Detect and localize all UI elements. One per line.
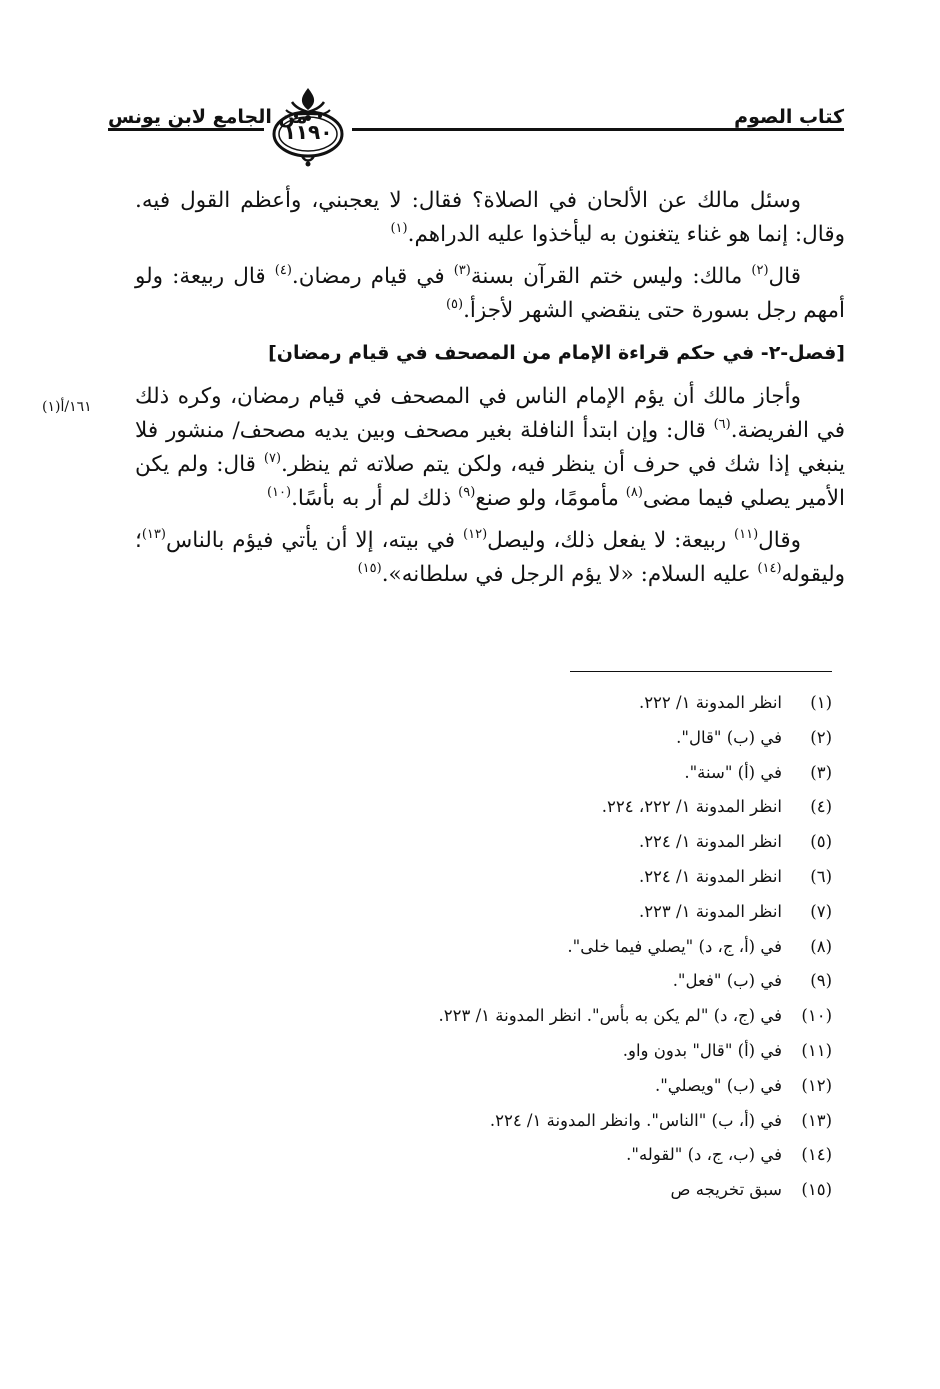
footnote-separator [570,671,832,672]
footnote-text: في (ب) "قال". [676,727,782,747]
running-header [0,80,940,170]
footnote-ref: (٧) [263,450,282,466]
footnotes-list [72,686,832,1208]
footnote-number: (١٢) [801,1075,832,1095]
footnote-ref: (١١) [734,526,759,542]
footnote [72,721,832,756]
text-run: قال: وإن ابتدأ النافلة بغير مصحف وبين يديه مصحف/ منشور فلا ينبغي إذا شك في حرف أن ينظر فيه، ولكن يتم صلاته ثم ينظر. [135,418,845,477]
source-title: من الجامع لابن يونس [108,106,308,128]
text-run: عليه السلام: «لا يؤم الرجل في سلطانه». [381,562,758,587]
footnote-number: (٢) [810,727,832,747]
paragraph-3 [135,380,845,516]
footnote-text: انظر المدونة ١/ ٢٢٢، ٢٢٤. [601,797,782,817]
footnote-ref: (١) [390,220,408,236]
text-run: مأمومًا، ولو صنع [475,486,626,511]
footnote [72,895,832,930]
main-text [135,184,845,600]
footnote-number: (٥) [810,832,832,852]
footnote [72,999,832,1034]
text-run: وقال [758,528,802,553]
margin-note: ١٦١/أ(١) [42,399,92,415]
footnote-ref: (٤) [274,262,292,278]
footnote [72,686,832,721]
footnote-ref: (١٤) [757,560,782,576]
footnote-number: (٣) [810,762,832,782]
footnote-number: (٦) [810,866,832,886]
footnote-number: (١) [810,693,832,712]
text-run: في بيته، إلا أن يأتي فيؤم بالناس [165,528,464,553]
text-run: في قيام رمضان. [291,264,454,289]
section-heading: [فصل-٢- في حكم قراءة الإمام من المصحف في قيام رمضان] [268,342,845,364]
footnote [72,825,832,860]
footnote-text: في (ب) "فعل". [672,971,782,991]
footnote-ref: (١٥) [357,560,382,576]
footnote-text: في (ب) "ويصلي". [654,1075,782,1095]
footnote-text: انظر المدونة ١/ ٢٢٣. [638,901,782,921]
footnote-number: (٧) [810,901,832,921]
footnote-number: (١١) [801,1040,832,1060]
footnote-text: انظر المدونة ١/ ٢٢٤. [638,832,782,852]
footnote [72,1138,832,1173]
footnote-ref: (١٠) [266,484,292,500]
header-rule-right [352,128,844,131]
text-run: مالك: وليس ختم القرآن بسنة [470,264,752,289]
footnote-number: (٤) [810,797,832,817]
text-run: وأجاز مالك أن يؤم الإمام الناس في المصحف في قيام رمضان، وكره ذلك في الفريضة. [135,384,845,443]
text-run: ربيعة: لا يفعل ذلك، وليصل [487,528,735,553]
footnote [72,790,832,825]
text-run: ؛ وليقوله [135,528,845,587]
footnote-ref: (١٣) [141,526,166,542]
footnote-text: انظر المدونة ١/ ٢٢٢. [638,693,782,712]
footnote [72,1104,832,1139]
footnote-ref: (١٢) [463,526,488,542]
footnote-ref: (٣) [453,262,471,278]
footnote-number: (١٤) [801,1145,832,1165]
header-rule-left [108,128,264,131]
footnote-text: سبق تخريجه ص [670,1180,782,1200]
paragraph-2 [135,260,845,328]
text-run: قال ربيعة: ولو أمهم رجل بسورة حتى ينقضي الشهر لأجزأ. [135,264,845,323]
footnote [72,1034,832,1069]
footnote [72,860,832,895]
footnote-text: في (أ، ب) "الناس". وانظر المدونة ١/ ٢٢٤. [489,1110,782,1130]
book-title: كتاب الصوم [734,106,844,128]
footnote-ref: (٦) [713,416,731,432]
footnote-number: (٩) [810,971,832,991]
footnote-number: (١٠) [801,1006,832,1026]
footnote-number: (١٥) [801,1180,832,1200]
footnote-number: (١٣) [801,1110,832,1130]
footnote-text: في (أ) "سنة". [684,762,782,782]
footnote-ref: (٨) [625,484,643,500]
text-run: ذلك لم أر به بأسًا. [291,486,459,511]
footnote-text: انظر المدونة ١/ ٢٢٤. [638,866,782,886]
footnote-text: في (أ، ج، د) "يصلي فيما خلى". [567,936,782,956]
footnote [72,964,832,999]
text-run: قال: ولم يكن الأمير يصلي فيما مضى [135,452,845,511]
footnote-ref: (٥) [445,296,464,312]
footnote-text: في (أ) "قال" بدون واو. [622,1040,782,1060]
paragraph-4 [135,524,845,592]
footnote-ref: (٢) [751,262,769,278]
footnote-text: في (ب، ج، د) "لقوله". [626,1145,782,1165]
footnote [72,1069,832,1104]
footnote-text: في (ج، د) "لم يكن به بأس". انظر المدونة ١/ ٢٢٣. [438,1006,782,1026]
footnote [72,1173,832,1208]
page-number: ١١٩٠ [283,120,333,144]
text-run: وسئل مالك عن الألحان في الصلاة؟ فقال: لا يعجبني، وأعظم القول فيه. وقال: إنما هو غناء يتغنون به ليأخذوا عليه الدراهم. [135,188,845,247]
footnote [72,756,832,791]
paragraph-1 [135,184,845,252]
footnote-ref: (٩) [458,484,476,500]
footnote-number: (٨) [810,936,832,956]
text-run: قال [768,264,801,289]
footnote [72,930,832,965]
